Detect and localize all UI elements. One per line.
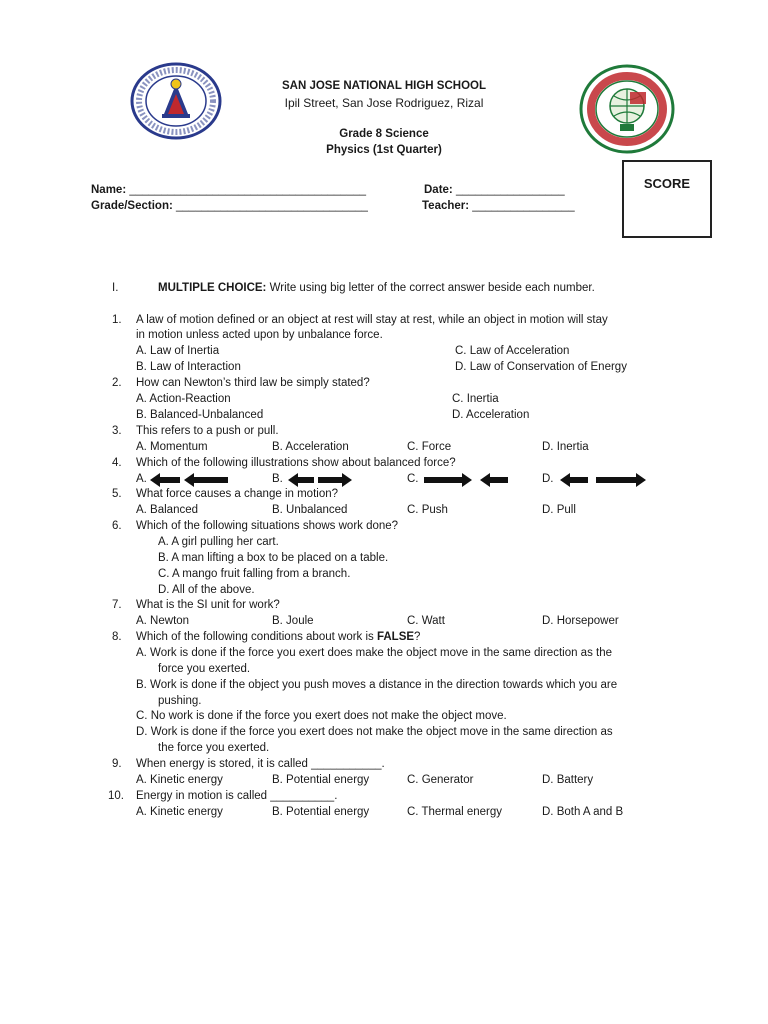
- choice-b: B. Joule: [272, 615, 314, 627]
- section-title: MULTIPLE CHOICE:: [158, 282, 267, 294]
- choice-d: D. Law of Conservation of Energy: [455, 361, 627, 373]
- question-text: When energy is stored, it is called ___________.: [136, 758, 385, 770]
- choice-a: A. Law of Inertia: [136, 345, 220, 357]
- question-number: 10.: [108, 790, 124, 802]
- teacher-blank[interactable]: ________________: [472, 200, 575, 212]
- choice-c: C. Inertia: [452, 393, 499, 405]
- choice-c: C. Force: [407, 441, 452, 453]
- date-label: Date:: [424, 184, 453, 196]
- question-text: [136, 631, 420, 643]
- date-field[interactable]: [424, 184, 565, 196]
- question-text-post: ?: [414, 631, 421, 643]
- left-arrow-icon: [480, 473, 508, 487]
- subject-title: Physics (1st Quarter): [326, 144, 442, 156]
- right-arrow-icon: [318, 473, 352, 487]
- name-field[interactable]: [91, 184, 366, 196]
- score-label: SCORE: [643, 176, 691, 191]
- choice-d: D. Acceleration: [452, 409, 530, 421]
- choice-d-continued: the force you exerted.: [158, 742, 270, 754]
- teacher-field[interactable]: [422, 200, 575, 212]
- grade-section-blank[interactable]: ______________________________: [176, 200, 368, 212]
- choice-a: A. Kinetic energy: [136, 774, 223, 786]
- left-arrow-icon: [288, 473, 314, 487]
- left-arrow-icon: [184, 473, 228, 487]
- question-number: 3.: [112, 425, 122, 437]
- question-number: 4.: [112, 457, 122, 469]
- choice-a: A. Action-Reaction: [136, 393, 231, 405]
- choice-d: D. All of the above.: [158, 584, 255, 596]
- question-number: 1.: [112, 314, 122, 326]
- question-text: What force causes a change in motion?: [136, 488, 339, 500]
- choice-a-continued: force you exerted.: [158, 663, 251, 675]
- choice-d: D. Both A and B: [542, 806, 624, 818]
- question-number: 9.: [112, 758, 122, 770]
- name-blank[interactable]: _____________________________________: [129, 184, 367, 196]
- section-number: I.: [112, 282, 119, 294]
- left-arrow-icon: [560, 473, 588, 487]
- question-text: This refers to a push or pull.: [136, 425, 279, 437]
- school-seal-logo: [578, 64, 676, 154]
- grade-section-field[interactable]: [91, 200, 368, 212]
- choice-b: B. Law of Interaction: [136, 361, 241, 373]
- choice-b: B. Potential energy: [272, 806, 370, 818]
- choice-a: A. A girl pulling her cart.: [158, 536, 279, 548]
- question-text: in motion unless acted upon by unbalance force.: [136, 329, 383, 341]
- choice-c: C. Watt: [407, 615, 445, 627]
- choice-d: D. Inertia: [542, 441, 589, 453]
- choice-c: C. Law of Acceleration: [455, 345, 570, 357]
- question-number: 5.: [112, 488, 122, 500]
- choice-d: D. Battery: [542, 774, 594, 786]
- choice-c: C. Thermal energy: [407, 806, 503, 818]
- section-instruction: Write using big letter of the correct answer beside each number.: [269, 282, 595, 294]
- question-text: A law of motion defined or an object at rest will stay at rest, while an object in motion will stay: [136, 314, 608, 326]
- question-text: How can Newton’s third law be simply stated?: [136, 377, 370, 389]
- left-arrow-icon: [150, 473, 180, 487]
- choice-c: C. A mango fruit falling from a branch.: [158, 568, 351, 580]
- choice-b: B. A man lifting a box to be placed on a table.: [158, 552, 389, 564]
- choice-b: B. Unbalanced: [272, 504, 348, 516]
- choice-b: B. Work is done if the object you push moves a distance in the direction towards which you are: [136, 679, 618, 691]
- choice-a: A. Newton: [136, 615, 190, 627]
- score-box: [622, 160, 712, 238]
- teacher-label: Teacher:: [422, 200, 470, 212]
- deped-seal-logo: [128, 62, 224, 140]
- choice-c: C.: [407, 473, 419, 485]
- choice-a: A. Work is done if the force you exert does make the object move in the same direction as the: [136, 647, 613, 659]
- name-label: Name:: [91, 184, 127, 196]
- choice-a: A.: [136, 473, 147, 485]
- choice-b: B. Acceleration: [272, 441, 349, 453]
- choice-b: B. Balanced-Unbalanced: [136, 409, 264, 421]
- date-blank[interactable]: _________________: [455, 184, 565, 196]
- question-text-pre: Which of the following conditions about work is: [136, 631, 377, 643]
- choice-c: C. Generator: [407, 774, 474, 786]
- choice-d: D.: [542, 473, 554, 485]
- question-text-emphasis: FALSE: [376, 631, 415, 643]
- grade-level: Grade 8 Science: [339, 128, 429, 140]
- choice-c: C. No work is done if the force you exert does not make the object move.: [136, 710, 507, 722]
- choice-c: C. Push: [407, 504, 448, 516]
- question-text: Which of the following illustrations show about balanced force?: [136, 457, 456, 469]
- choice-b: B. Potential energy: [272, 774, 370, 786]
- choice-d: D. Horsepower: [542, 615, 619, 627]
- choice-a: A. Balanced: [136, 504, 199, 516]
- school-name: SAN JOSE NATIONAL HIGH SCHOOL: [281, 80, 487, 92]
- right-arrow-icon: [424, 473, 472, 487]
- section-heading: [158, 282, 595, 294]
- choice-b-continued: pushing.: [158, 695, 202, 707]
- choice-b: B.: [272, 473, 283, 485]
- choice-d: D. Pull: [542, 504, 576, 516]
- question-text: What is the SI unit for work?: [136, 599, 280, 611]
- question-number: 2.: [112, 377, 122, 389]
- school-address: Ipil Street, San Jose Rodriguez, Rizal: [284, 96, 484, 110]
- question-text: Energy in motion is called __________.: [136, 790, 338, 802]
- grade-section-label: Grade/Section:: [91, 200, 173, 212]
- choice-a: A. Momentum: [136, 441, 208, 453]
- question-number: 8.: [112, 631, 122, 643]
- question-number: 7.: [112, 599, 122, 611]
- right-arrow-icon: [596, 473, 646, 487]
- question-number: 6.: [112, 520, 122, 532]
- question-text: Which of the following situations shows work done?: [136, 520, 399, 532]
- choice-d: D. Work is done if the force you exert does not make the object move in the same direction as: [136, 726, 613, 738]
- choice-a: A. Kinetic energy: [136, 806, 223, 818]
